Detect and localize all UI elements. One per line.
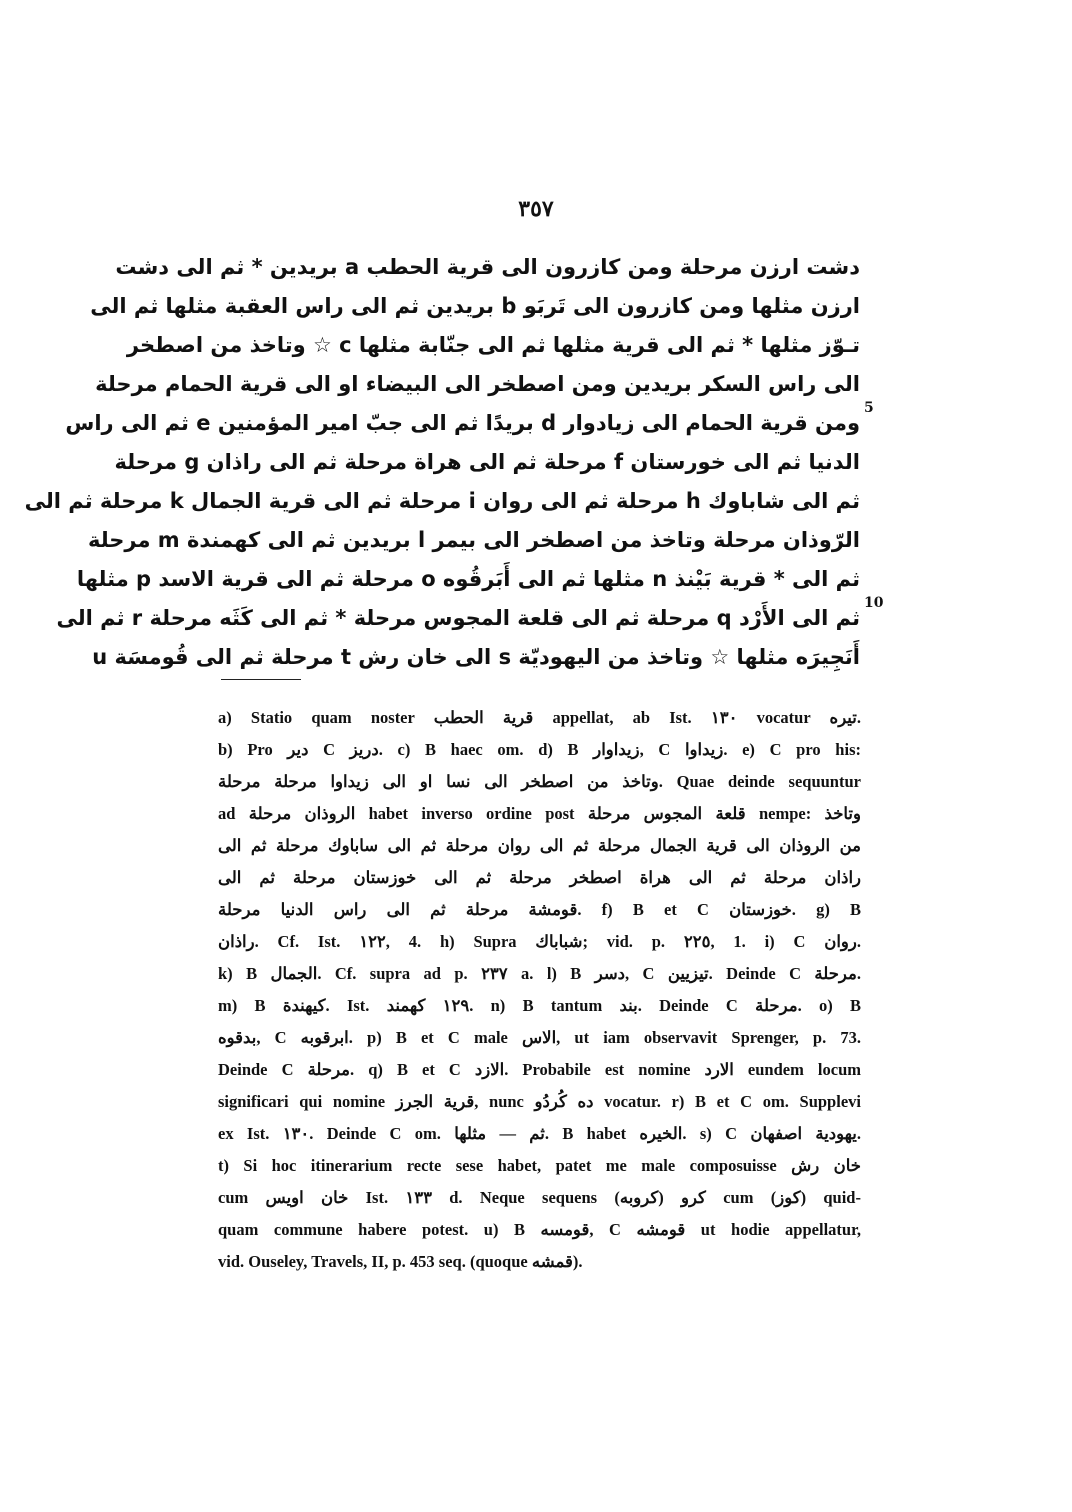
arabic-main-text xyxy=(24,248,860,677)
arabic-line: ومن قرية الحمام الى زيادوار d بريدًا ثم الى جبّ امير المؤمنين e ثم الى راس xyxy=(65,411,860,435)
page-number: ٣٥٧ xyxy=(518,196,554,222)
footnote-line: significari qui nomine قرية الجرز, nunc ده كُردُو vocatur. r) B et C om. Supplevi xyxy=(218,1092,861,1111)
footnote-line: ad الروذان مرحلة habet inverso ordine post قلعة المجوس مرحلة nempe: وتاخذ xyxy=(218,804,861,823)
line-number-10: 10 xyxy=(864,595,884,611)
arabic-line: تـوّز مثلها * ثم الى قرية مثلها ثم الى جنّابة مثلها c ☆ وتاخذ من اصطخر xyxy=(126,333,860,357)
line-number-5: 5 xyxy=(864,400,874,416)
footnote-line: راذان مرحلة ثم الى هراة اصطخر مرحلة ثم الى خوزستان مرحلة ثم الى xyxy=(218,868,861,887)
arabic-line: الرّوذان مرحلة وتاخذ من اصطخر الى بيمر l بريدين ثم الى كهمندة m مرحلة xyxy=(87,528,860,552)
footnote-line: t) Si hoc itinerarium recte sese habet, patet me male composuisse خان رش xyxy=(218,1156,861,1175)
footnotes xyxy=(218,702,861,1278)
footnote-line: من الروذان الى قرية الجمال مرحلة ثم الى روان مرحلة ثم الى ساباوك مرحلة ثم الى xyxy=(218,836,861,855)
footnote-line: Deinde C مرحلة. q) B et C الازد. Probabile est nomine الارد eundem locum xyxy=(218,1060,861,1079)
footnote-separator xyxy=(221,679,301,680)
arabic-line: دشت ارزن مرحلة ومن كازرون الى قرية الحطب a بريدين * ثم الى دشت xyxy=(115,255,860,279)
footnote-line: a) Statio quam noster قرية الحطب appellat, ab Ist. ١٣٠ vocatur تيره. xyxy=(218,708,861,727)
footnote-line: cum خان اويس Ist. ١٣٣ d. Neque sequens (كرو (كروبه cum (كوز) quid- xyxy=(218,1188,861,1207)
arabic-line: ارزن مثلها ومن كازرون الى تَربَو b بريدين ثم الى راس العقبة مثلها ثم الى xyxy=(90,294,860,318)
footnote-line: quam commune habere potest. u) B قومسه, C قومشه ut hodie appellatur, xyxy=(218,1220,862,1239)
footnote-line: بدقوه, C ابرقوبه. p) B et C male الاس, ut iam observavit Sprenger, p. 73. xyxy=(218,1028,861,1047)
footnote-line: b) Pro دير C دريز. c) B haec om. d) B زيداوار, C زيداوا. e) C pro his: xyxy=(218,740,861,759)
arabic-line: الى راس السكر بريدين ومن اصطخر الى البيضاء او الى قرية الحمام مرحلة xyxy=(95,372,860,396)
footnote-line: وتاخذ من اصطخر الى نسا او الى زيداوا مرحلة مرحلة. Quae deinde sequuntur xyxy=(218,772,861,791)
footnote-line: vid. Ouseley, Travels, II, p. 453 seq. (quoque قمشه). xyxy=(218,1252,583,1271)
footnote-line: k) B الجمال. Cf. supra ad p. ٢٣٧ a. l) B دسر, C تيزيين. Deinde C مرحلة. xyxy=(218,964,861,983)
footnote-line: قومشة مرحلة ثم الى راس الدنيا مرحلة. f) B et C خوزستان. g) B xyxy=(218,900,862,919)
arabic-line: ثم الى شاباوك h مرحلة ثم الى روان i مرحلة ثم الى قرية الجمال k مرحلة ثم الى xyxy=(24,489,860,513)
arabic-line: ثم الى * قرية بَيْنذ n مثلها ثم الى أَبَرقُوه o مرحلة ثم الى قرية الاسد p مثلها xyxy=(76,567,860,591)
footnote-line: ex Ist. ١٣٠. Deinde C om. ثم — مثلها. B habet الخيره. s) C يهودية اصفهان. xyxy=(218,1124,861,1143)
arabic-line: أَنَجِيرَه مثلها ☆ وتاخذ من اليهوديّة s الى خان رش t مرحلة ثم الى قُومسَة u xyxy=(92,645,860,669)
footnote-line: راذان. Cf. Ist. ١٢٢, 4. h) Supra شباباك; vid. p. ٢٢٥, 1. i) C روان. xyxy=(218,932,861,951)
arabic-line: الدنيا ثم الى خورستان f مرحلة ثم الى هراة مرحلة ثم الى راذان g مرحلة xyxy=(114,450,860,474)
footnote-line: m) B كيهندة. Ist. ١٢٩ كهمند. n) B tantum بند. Deinde C مرحلة. o) B xyxy=(218,996,861,1015)
arabic-line: ثم الى الأَرْد q مرحلة ثم الى قلعة المجوس مرحلة * ثم الى كَثَه مرحلة r ثم الى xyxy=(56,606,860,630)
